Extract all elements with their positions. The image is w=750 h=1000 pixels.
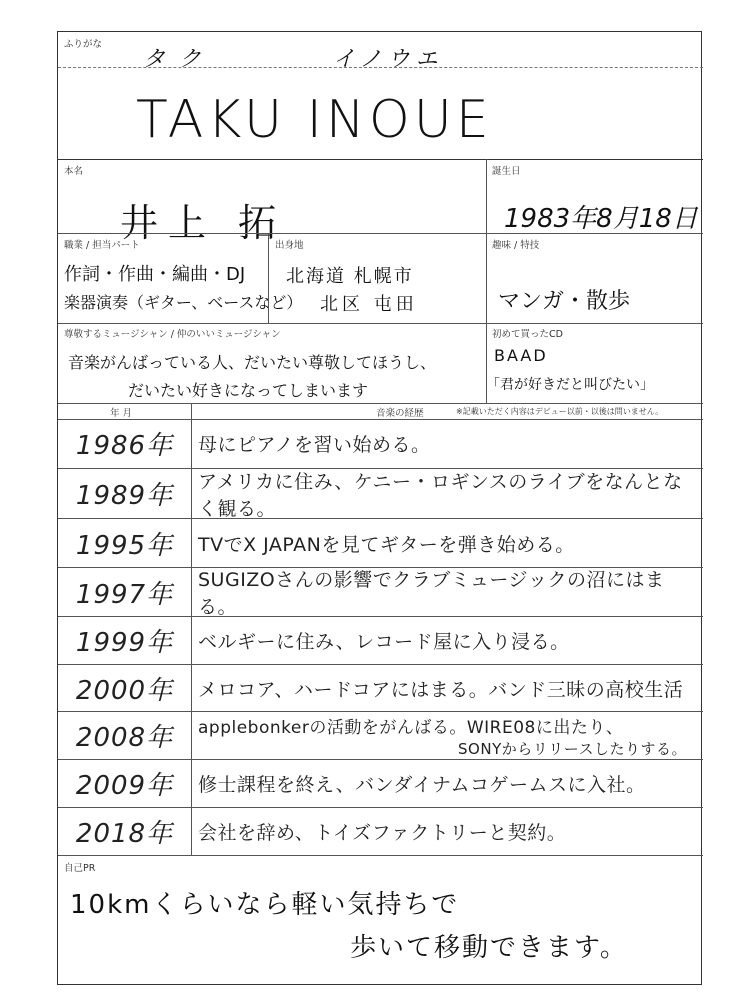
career-note: ※記載いただく内容はデビュー以前・以後は問いません。 bbox=[456, 407, 664, 416]
real-name-value: 井上 拓 bbox=[120, 201, 287, 245]
birthday-divider bbox=[486, 159, 487, 233]
furigana-divider bbox=[58, 67, 703, 68]
career-header: 音楽の経歴 bbox=[376, 408, 424, 419]
occupation-label: 職業 / 担当パート bbox=[64, 240, 140, 251]
history-event: applebonkerの活動をがんばる。WIRE08に出たり、 bbox=[198, 717, 624, 738]
row-divider-3 bbox=[58, 403, 703, 404]
furigana-last: イノウエ bbox=[333, 47, 444, 72]
history-row bbox=[58, 712, 703, 760]
hometown-divider bbox=[268, 233, 269, 323]
self-pr-line1: 10kmくらいなら軽い気持ちで bbox=[70, 890, 460, 920]
history-row bbox=[58, 469, 703, 519]
year-header: 年 月 bbox=[110, 408, 133, 419]
history-event: ベルギーに住み、レコード屋に入り浸る。 bbox=[198, 631, 570, 653]
history-year: 1986年 bbox=[75, 431, 174, 461]
row-divider-2 bbox=[58, 323, 703, 324]
history-year: 1989年 bbox=[75, 481, 174, 511]
history-event-line2: SONYからリリースしたりする。 bbox=[458, 739, 687, 758]
history-year: 2018年 bbox=[75, 819, 174, 849]
row-divider-1 bbox=[58, 233, 703, 234]
history-event: 会社を辞め、トイズファクトリーと契約。 bbox=[198, 822, 567, 844]
hobby-value: マンガ・散歩 bbox=[498, 289, 631, 314]
real-name-label: 本名 bbox=[64, 166, 84, 177]
hobby-divider bbox=[486, 233, 487, 323]
history-year: 2008年 bbox=[75, 723, 174, 753]
hometown-label: 出身地 bbox=[275, 240, 304, 251]
history-year: 1997年 bbox=[75, 579, 174, 610]
history-event: 母にピアノを習い始める。 bbox=[198, 434, 431, 456]
respected-line1: 音楽がんばっている人、だいたい尊敬してほうし、 bbox=[68, 353, 437, 372]
history-event: SUGIZOさんの影響でクラブミュージックの沼にはまる。 bbox=[198, 569, 665, 618]
name-divider bbox=[58, 159, 703, 160]
history-row bbox=[58, 519, 703, 568]
history-event: メロコア、ハードコアにはまる。バンド三昧の高校生活 bbox=[198, 678, 684, 701]
history-row bbox=[58, 568, 703, 617]
history-year: 2000年 bbox=[75, 675, 174, 706]
history-event: アメリカに住み、ケニー・ロギンスのライブをなんとなく観る。 bbox=[198, 470, 683, 520]
history-row bbox=[58, 419, 703, 469]
first-cd-title: 「君が好きだと叫びたい」 bbox=[486, 377, 654, 393]
name-roman: TAKU INOUE bbox=[136, 90, 493, 150]
hometown-line2: 北区 屯田 bbox=[320, 294, 418, 315]
history-row bbox=[58, 808, 703, 856]
self-pr-line2: 歩いて移動できます。 bbox=[350, 933, 628, 963]
self-pr-label: 自己PR bbox=[64, 863, 96, 874]
profile-sheet bbox=[57, 31, 702, 985]
first-cd-label: 初めて買ったCD bbox=[492, 329, 563, 340]
history-row bbox=[58, 760, 703, 808]
history-year: 2009年 bbox=[75, 771, 174, 801]
birthday-value: 1983年8月18日 bbox=[504, 204, 698, 234]
hometown-line1: 北海道 札幌市 bbox=[286, 266, 414, 287]
respected-label: 尊敬するミュージシャン / 仲のいいミュージシャン bbox=[64, 329, 281, 340]
birthday-label: 誕生日 bbox=[492, 166, 521, 177]
occupation-line2: 楽器演奏（ギター、ベースなど） bbox=[64, 293, 303, 312]
history-row bbox=[58, 665, 703, 712]
respected-line2: だいたい好きになってしまいます bbox=[128, 381, 369, 400]
first-cd-artist: BAAD bbox=[494, 346, 548, 365]
furigana-label: ふりがな bbox=[64, 39, 103, 50]
occupation-line1: 作詞・作曲・編曲・DJ bbox=[64, 264, 246, 285]
history-event: 修士課程を終え、バンダイナムコゲームスに入社。 bbox=[198, 774, 646, 796]
history-year: 1995年 bbox=[75, 530, 174, 561]
history-row bbox=[58, 617, 703, 665]
furigana-first: タク bbox=[143, 47, 216, 72]
hobby-label: 趣味 / 特技 bbox=[492, 240, 540, 251]
history-event: TVでX JAPANを見てギターを弾き始める。 bbox=[198, 533, 575, 556]
history-year: 1999年 bbox=[75, 628, 174, 658]
